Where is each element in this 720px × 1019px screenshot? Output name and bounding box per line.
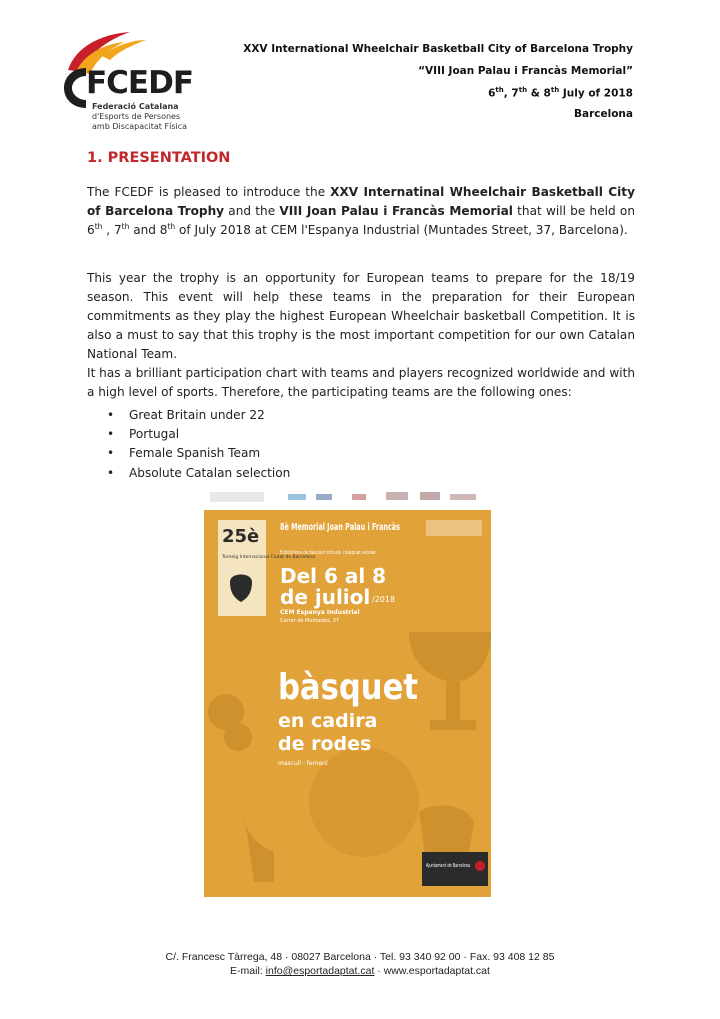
- logo-wordmark: FCEDF: [86, 65, 194, 101]
- svg-text:en cadira: en cadira: [278, 710, 378, 732]
- svg-text:CEM Espanya Industrial: CEM Espanya Industrial: [280, 609, 360, 616]
- svg-text:8è Memorial Joan Palau i Franc: 8è Memorial Joan Palau i Francàs: [280, 522, 467, 533]
- list-item: • Absolute Catalan selection: [107, 464, 290, 483]
- svg-text:25è: 25è: [222, 526, 260, 547]
- header-dates: 6th, 7th & 8th July of 2018: [488, 86, 633, 100]
- footer-contact: E-mail: info@esportadaptat.cat · www.esportadaptat.cat: [230, 965, 490, 977]
- svg-text:Ajuntament de Barcelona: Ajuntament de Barcelona: [426, 863, 470, 869]
- header-event-title: XXV International Wheelchair Basketball City of Barcelona Trophy: [243, 43, 633, 55]
- page-footer: [0, 950, 720, 978]
- document-header: [243, 44, 633, 130]
- header-memorial-title: “VIII Joan Palau i Francàs Memorial”: [418, 64, 633, 77]
- svg-text:de juliol: de juliol: [280, 585, 371, 609]
- svg-text:bàsquet: bàsquet: [278, 667, 418, 708]
- list-item: • Great Britain under 22: [107, 406, 290, 425]
- list-item: • Portugal: [107, 425, 290, 444]
- intro-paragraph: The FCEDF is pleased to introduce the XXV Internatinal Wheelchair Basketball City of Barcelona Trophy and the VIII Joan Palau i Francàs Memorial that will be held on 6th , 7th and 8th of July 2018 at CEM l'Espanya Industrial (Muntades Street, 37, Barcelona).: [87, 185, 635, 237]
- logo-subtitle: Federació Catalana d'Esports de Persones amb Discapacitat Física: [92, 102, 188, 131]
- svg-text:Torneig Internacional Ciutat d: Torneig Internacional Ciutat de Barcelona: [222, 555, 315, 560]
- svg-text:de rodes: de rodes: [278, 733, 372, 755]
- list-item: • Female Spanish Team: [107, 444, 290, 463]
- svg-text:Exhibicions de bàsquet inclusi: Exhibicions de bàsquet inclusiu i bàsquet escolar: [280, 550, 403, 556]
- footer-address: C/. Francesc Tàrrega, 48 · 08027 Barcelona · Tel. 93 340 92 00 · Fax. 93 408 12 85: [165, 951, 555, 963]
- teams-list: [107, 406, 290, 483]
- website-link[interactable]: www.esportadaptat.cat: [383, 965, 490, 977]
- section-title: 1. PRESENTATION: [87, 150, 231, 166]
- event-poster: [204, 482, 491, 897]
- fcedf-logo: [62, 26, 202, 130]
- email-link[interactable]: info@esportadaptat.cat: [265, 965, 375, 977]
- header-city: Barcelona: [574, 107, 633, 120]
- svg-text:/2018: /2018: [372, 595, 396, 604]
- svg-text:Carrer de Muntades, 37: Carrer de Muntades, 37: [280, 618, 340, 624]
- context-paragraph: This year the trophy is an opportunity for European teams to prepare for the 18/19 season. This event will help these teams in the preparation for their European commitments as they play the highest European Wheelchair basketball Competition. It is also a must to say that this trophy is the most important competition for our own Catalan National Team. It has a brilliant participation chart with teams and players recognized worldwide and with a high level of sports. Therefore, the participating teams are the following ones:: [87, 271, 635, 399]
- svg-text:masculí · femení: masculí · femení: [278, 760, 328, 767]
- svg-text:Del 6 al 8: Del 6 al 8: [280, 564, 387, 588]
- ajuntament-barcelona-badge: [422, 852, 488, 886]
